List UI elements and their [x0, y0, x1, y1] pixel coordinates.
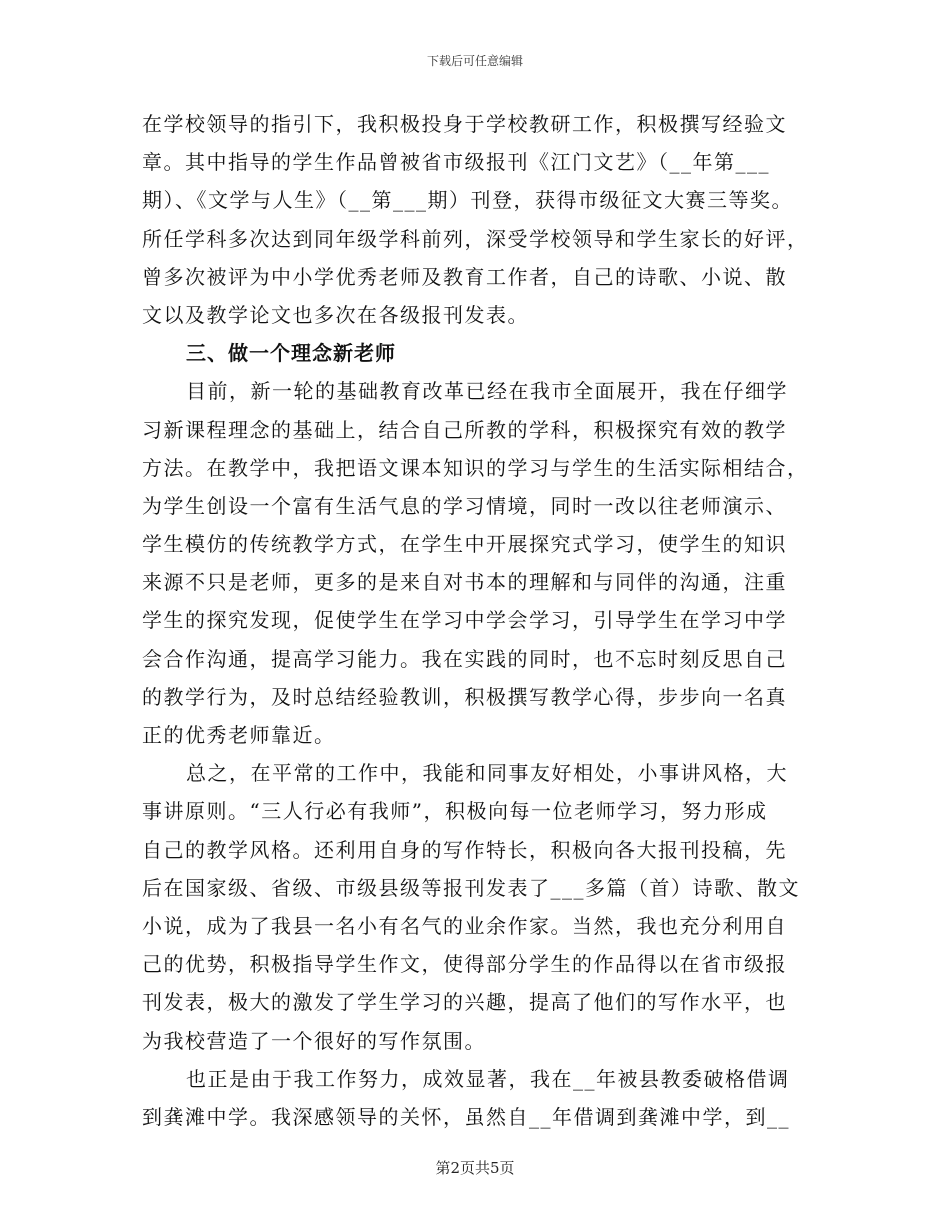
text-line: 章。其中指导的学生作品曾被省市级报刊《江门文艺》（__年第___: [142, 150, 770, 175]
text-line: 后在国家级、省级、市级县级等报刊发表了___多篇（首）诗歌、散文: [142, 875, 800, 900]
text-line: 小说，成为了我县一名小有名气的业余作家。当然，我也充分利用自: [142, 913, 787, 938]
text-line: 来源不只是老师，更多的是来自对书本的理解和与同伴的沟通，注重: [142, 570, 787, 595]
text-line: 也正是由于我工作努力，成效显著，我在__年被县教委破格借调: [186, 1066, 790, 1091]
text-line: 总之，在平常的工作中，我能和同事友好相处，小事讲风格，大: [186, 761, 788, 786]
text-line: 所任学科多次达到同年级学科前列，深受学校领导和学生家长的好评，: [142, 226, 809, 251]
text-line: 的教学行为，及时总结经验教训，积极撰写教学心得，步步向一名真: [142, 684, 787, 709]
text-line: 事讲原则。“三人行必有我师”，积极向每一位老师学习，努力形成: [142, 799, 768, 824]
text-line: 学生模仿的传统教学方式，在学生中开展探究式学习，使学生的知识: [142, 532, 787, 557]
text-line: 习新课程理念的基础上，结合自己所教的学科，积极探究有效的教学: [142, 417, 787, 442]
text-line: 曾多次被评为中小学优秀老师及教育工作者，自己的诗歌、小说、散: [142, 264, 787, 289]
text-line: 期）、《文学与人生》（__第___期）刊登，获得市级征文大赛三等奖。: [142, 188, 793, 213]
page-footer: 第2页共5页: [435, 1159, 515, 1177]
text-line: 学生的探究发现，促使学生在学习中学会学习，引导学生在学习中学: [142, 608, 787, 633]
document-body: [142, 105, 822, 1136]
text-line: 方法。在教学中，我把语文课本知识的学习与学生的生活实际相结合，: [142, 455, 809, 480]
text-line: 刊发表，极大的激发了学生学习的兴趣，提高了他们的写作水平，也: [142, 990, 787, 1015]
text-line: 为学生创设一个富有生活气息的学习情境，同时一改以往老师演示、: [142, 493, 787, 518]
text-line: 到龚滩中学。我深感领导的关怀，虽然自__年借调到龚滩中学，到__: [142, 1104, 790, 1129]
text-line: 会合作沟通，提高学习能力。我在实践的同时，也不忘时刻反思自己: [142, 646, 787, 671]
text-line: 自己的教学风格。还利用自身的写作特长，积极向各大报刊投稿，先: [142, 837, 787, 862]
page-header: 下载后可任意编辑: [426, 54, 523, 68]
text-line: 目前，新一轮的基础教育改革已经在我市全面展开，我在仔细学: [186, 379, 788, 404]
text-line: 正的优秀老师靠近。: [142, 723, 336, 747]
text-line: 己的优势，积极指导学生作文，使得部分学生的作品得以在省市级报: [142, 952, 787, 977]
text-line: 文以及教学论文也多次在各级报刊发表。: [142, 302, 529, 327]
text-line: 为我校营造了一个很好的写作氛围。: [142, 1028, 486, 1053]
text-line: 在学校领导的指引下，我积极投身于学校教研工作，积极撰写经验文: [142, 112, 787, 136]
section-heading: 三、做一个理念新老师: [186, 341, 396, 366]
